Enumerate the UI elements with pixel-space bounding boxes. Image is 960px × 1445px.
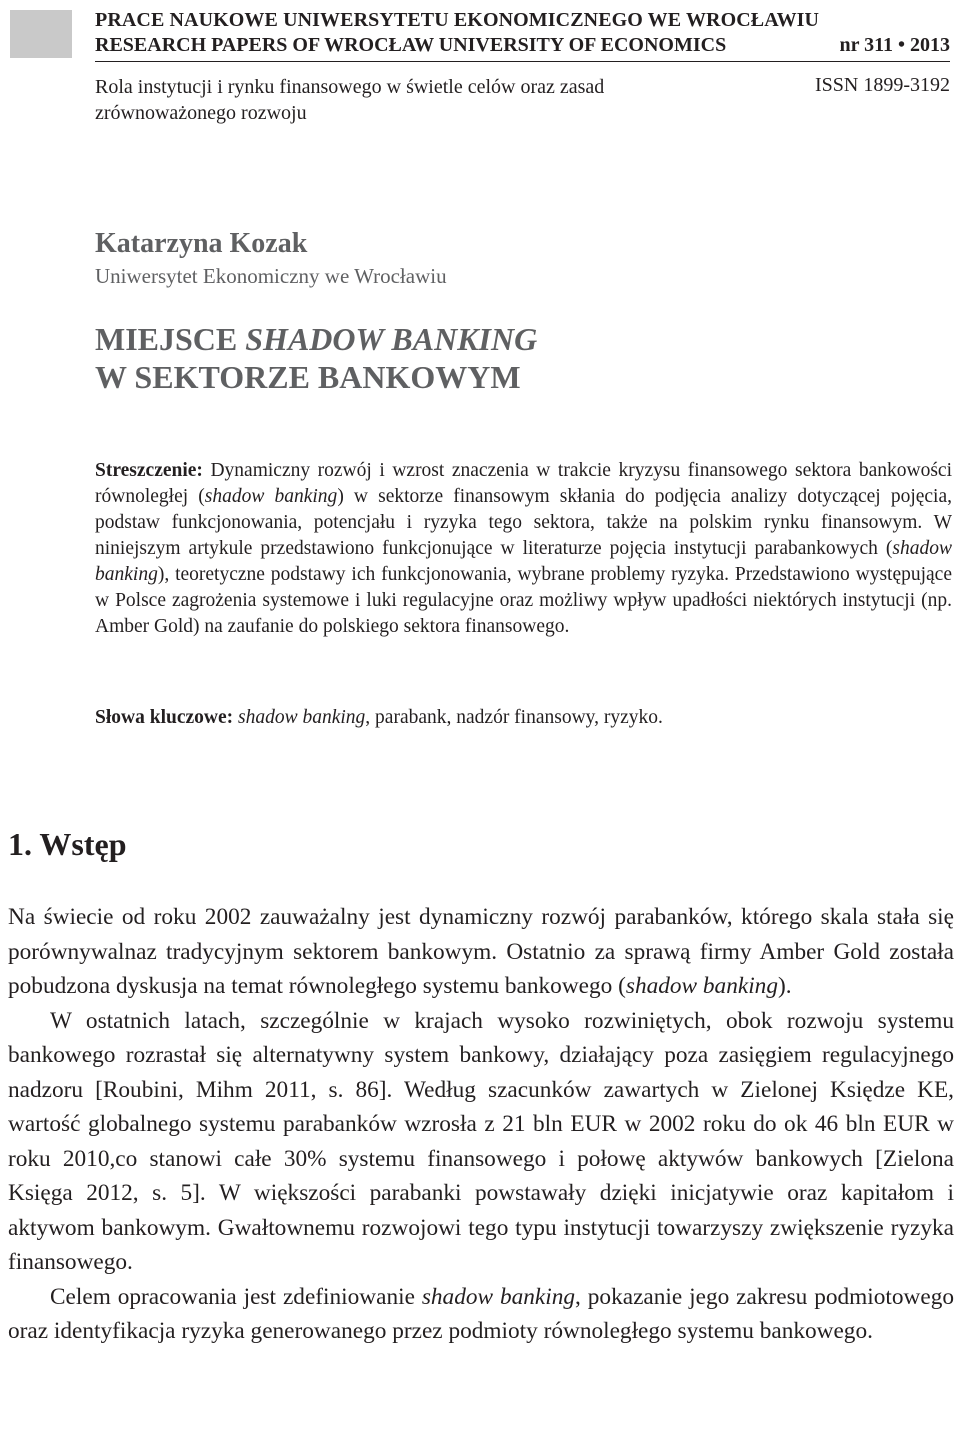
paragraph-3	[8, 1280, 954, 1349]
p1-end: ).	[777, 973, 792, 999]
publisher-logo-box	[10, 10, 72, 58]
keywords-rest: , parabank, nadzór finansowy, ryzyko.	[365, 707, 663, 728]
abstract-text-3: ), teoretyczne podstawy ich funkcjonowania, wybrane problemy ryzyka. Przedstawiono występujące w Polsce zagrożenia systemowe i luki regulacyjne oraz możliwy wpływ upadłości niektórych instytucji (np. Amber Gold) na zaufanie do polskiego sektora finansowego.	[95, 564, 952, 637]
paragraph-1	[8, 900, 954, 1004]
title-line1-plain: MIEJSCE	[95, 321, 246, 357]
abstract-italic-2: shadow banking	[95, 538, 952, 585]
section-heading: 1. Wstęp	[8, 826, 127, 862]
title-line2: W SEKTORZE BANKOWYM	[95, 359, 521, 395]
p3-end: , pokazanie jego zakresu podmiotowego oraz identyfikacja ryzyka generowanego przez podmioty równoległego systemu bankowego.	[8, 1283, 955, 1344]
section-body	[8, 900, 954, 1349]
journal-title-pl: PRACE NAUKOWE UNIWERSYTETU EKONOMICZNEGO WE WROCŁAWIU	[95, 9, 820, 31]
issn: ISSN 1899-3192	[814, 74, 950, 96]
p3-italic: shadow banking	[421, 1283, 576, 1310]
keywords	[95, 705, 952, 731]
journal-title-en: RESEARCH PAPERS OF WROCŁAW UNIVERSITY OF ECONOMICS	[95, 34, 727, 56]
author-affiliation: Uniwersytet Ekonomiczny we Wrocławiu	[95, 264, 447, 288]
series-title: Rola instytucji i rynku finansowego w świetle celów oraz zasad zrównoważonego rozwoju	[95, 76, 605, 124]
p1-italic: shadow banking	[625, 973, 778, 999]
header-rule	[95, 61, 950, 62]
p1-text: Na świecie od roku 2002 zauważalny jest dynamiczny rozwój parabanków, którego skala stała się porównywalnaz tradycyjnym sektorem bankowym. Ostatnio za sprawą firmy Amber Gold została pobudzona dyskusja na temat równoległego systemu bankowego (	[8, 904, 954, 999]
abstract-label: Streszczenie:	[95, 460, 203, 481]
author-name: Katarzyna Kozak	[95, 228, 308, 259]
article-title	[95, 320, 537, 396]
p3-text: Celem opracowania jest zdefiniowanie	[50, 1283, 422, 1310]
keywords-label: Słowa kluczowe:	[95, 707, 234, 728]
issue-number: nr 311 • 2013	[839, 34, 950, 56]
abstract-text-1: Dynamiczny rozwój i wzrost znaczenia w trakcie kryzysu finansowego sektora bankowości równoległej (	[95, 460, 952, 507]
paragraph-2: W ostatnich latach, szczególnie w krajach wysoko rozwiniętych, obok rozwoju systemu bankowego rozrastał się alternatywny system bankowy, działający poza zasięgiem regulacyjnego nadzoru [Roubini, Mihm 2011, s. 86]. Według szacunków zawartych w Zielonej Księdze KE, wartość globalnego systemu parabanków wzrosła z 21 bln EUR w 2002 roku do ok 46 bln EUR w roku 2010,co stanowi całe 30% systemu finansowego i połowę aktywów bankowych [Zielona Księga 2012, s. 5]. W większości parabanki powstawały dzięki inicjatywie oraz kapitałom i aktywom bankowym. Gwałtownemu rozwojowi tego typu instytucji towarzyszy zwiększenie ryzyka finansowego.	[8, 1007, 954, 1275]
abstract-italic-1: shadow banking	[204, 486, 338, 507]
abstract	[95, 458, 952, 640]
abstract-text-2: ) w sektorze finansowym skłania do podjęcia analizy dotyczącej pojęcia, podstaw funkcjonowania, potencjału i ryzyka tego sektora, także na polskim rynku finansowym. W niniejszym artykule przedstawiono funkcjonujące w literaturze pojęcia instytucji parabankowych (	[95, 486, 952, 559]
title-line1-italic: SHADOW BANKING	[245, 321, 538, 357]
keywords-italic: shadow banking	[238, 707, 366, 728]
